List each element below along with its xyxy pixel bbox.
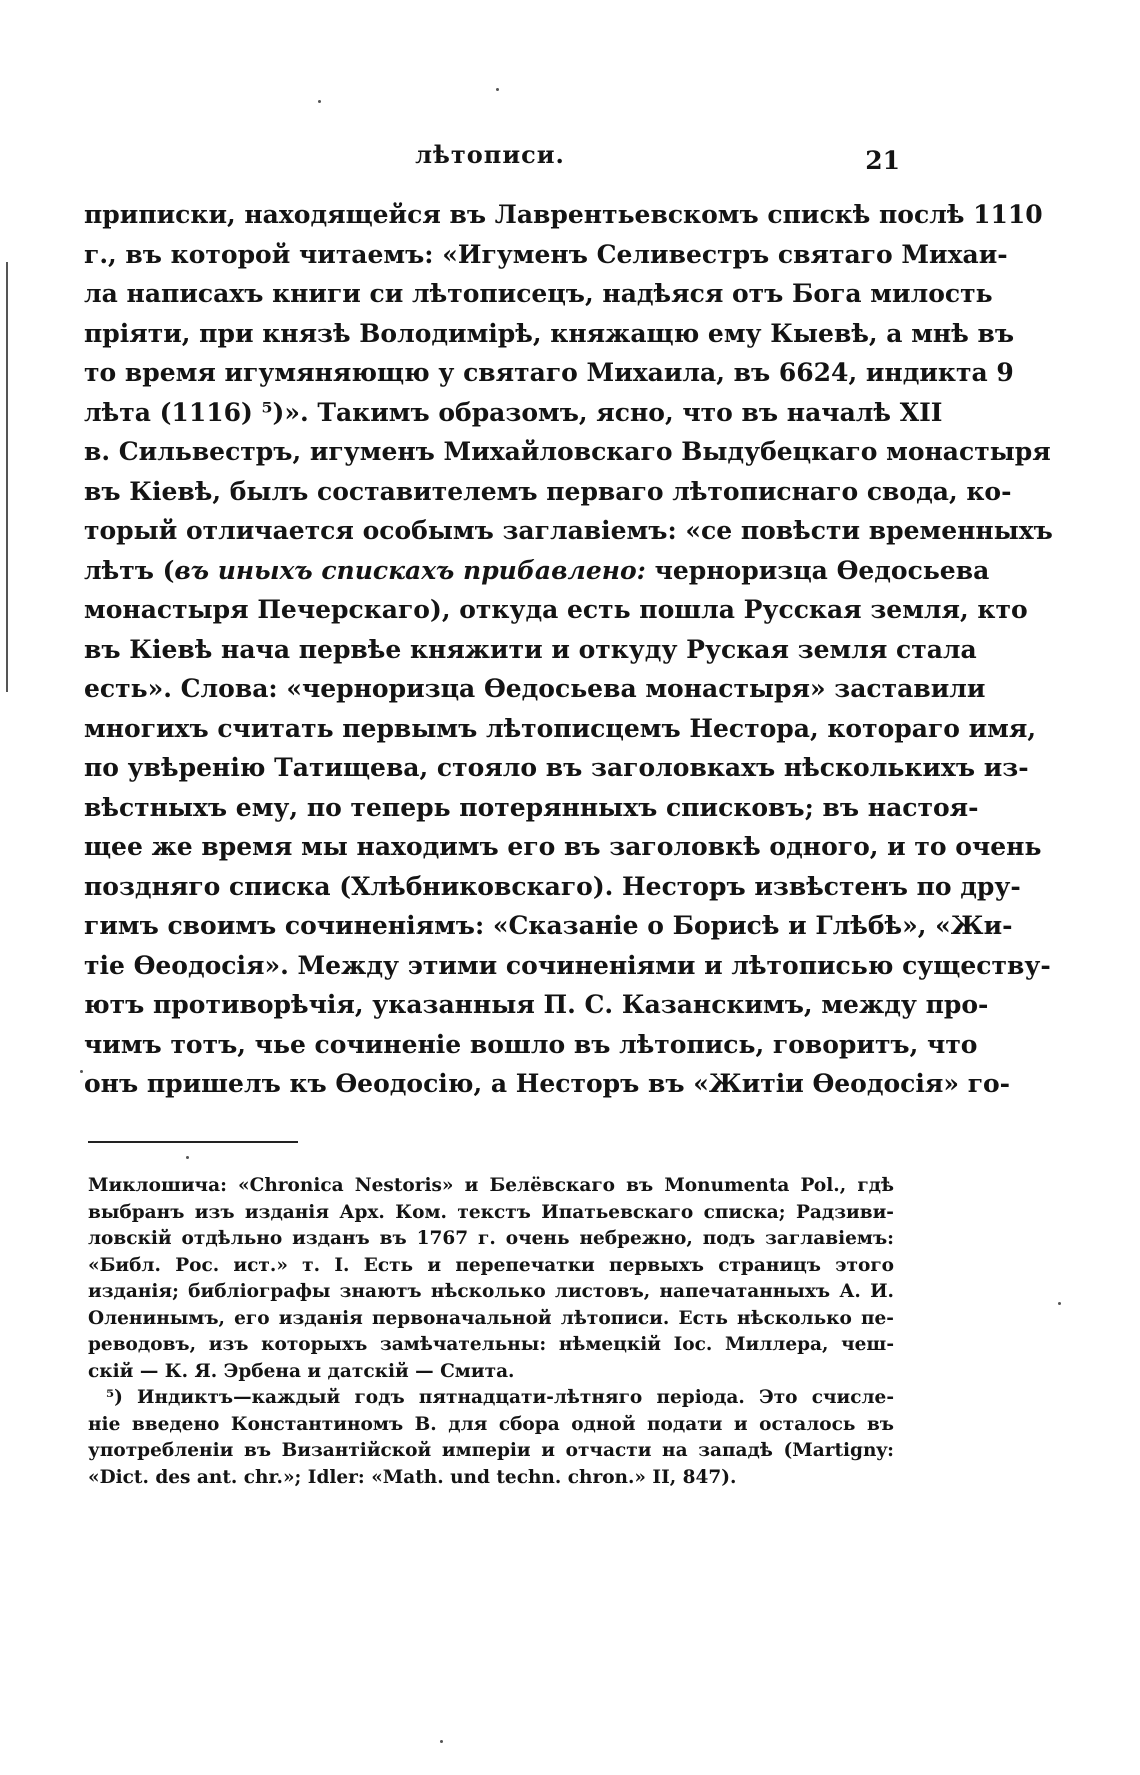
text-line: лѣта (1116) ⁵)». Такимъ образомъ, ясно, что въ началѣ XII <box>84 397 943 427</box>
footnote-line: Миклошича: «Chronica Nestoris» и Белёвскаго въ Monumenta Pol., гдѣ <box>88 1175 894 1196</box>
italic-phrase: въ иныхъ спискахъ прибавлено: <box>174 555 646 585</box>
footnote-line: «Библ. Рос. ист.» т. I. Есть и перепечатки первыхъ страницъ этого <box>88 1254 894 1276</box>
text-line-mixed <box>84 551 990 591</box>
text-line: гимъ своимъ сочиненіямъ: «Сказаніе о Борисѣ и Глѣбѣ», «Жи- <box>84 911 1013 940</box>
text-line: ютъ противорѣчія, указанныя П. С. Казанскимъ, между про- <box>84 990 989 1019</box>
scan-speck <box>318 100 321 103</box>
text-segment: лѣтъ ( <box>84 555 175 585</box>
text-line: в. Сильвестръ, игуменъ Михайловскаго Выдубецкаго монастыря <box>84 437 1051 466</box>
margin-scan-mark <box>6 262 8 692</box>
text-segment: черноризца Өедосьева <box>645 555 990 585</box>
text-line: поздняго списка (Хлѣбниковскаго). Несторъ извѣстенъ по дру- <box>84 871 1021 901</box>
text-line: торый отличается особымъ заглавіемъ: «се повѣсти временныхъ <box>84 516 1053 545</box>
footnote-5-line: ⁵) Индиктъ—каждый годъ пятнадцати-лѣтняго періода. Это счисле- <box>106 1387 894 1408</box>
text-line: вѣстныхъ ему, по теперь потерянныхъ списковъ; въ настоя- <box>84 792 979 822</box>
footnotes <box>88 1173 894 1491</box>
main-text <box>84 195 1053 1104</box>
text-line: щее же время мы находимъ его въ заголовкѣ одного, и то очень <box>84 832 1042 861</box>
text-line: чимъ тотъ, чье сочиненіе вошло въ лѣтопись, говоритъ, что <box>84 1029 978 1059</box>
scan-speck <box>440 1740 443 1743</box>
text-line: пріяти, при князѣ Володимірѣ, княжащю ему Кыевѣ, а мнѣ въ <box>84 318 1015 348</box>
page-header <box>80 140 900 180</box>
footnote-line: скій — К. Я. Эрбена и датскій — Смита. <box>88 1360 515 1382</box>
text-line: многихъ считать первымъ лѣтописцемъ Нестора, котораго имя, <box>84 713 1037 743</box>
footnote-line: Оленинымъ, его изданія первоначальной лѣтописи. Есть нѣсколько пе- <box>88 1307 894 1329</box>
text-line: по увѣренію Татищева, стояло въ заголовкахъ нѣсколькихъ из- <box>84 753 1029 782</box>
footnote-5-line: ніе введено Константиномъ В. для сбора одной подати и осталось въ <box>88 1413 894 1435</box>
scan-speck <box>80 1070 83 1073</box>
text-line: есть». Слова: «черноризца Өедосьева монастыря» заставили <box>84 674 986 703</box>
text-line: то время игумяняющю у святаго Михаила, въ 6624, индикта 9 <box>84 358 1014 387</box>
text-line: монастыря Печерскаго), откуда есть пошла Русская земля, кто <box>84 595 1028 624</box>
text-line: г., въ которой читаемъ: «Игуменъ Селивестръ святаго Михаи- <box>84 239 1008 269</box>
text-line: тіе Өеодосія». Между этими сочиненіями и лѣтописью существу- <box>84 950 1051 980</box>
scan-speck <box>496 88 499 91</box>
scan-speck <box>1058 1302 1061 1305</box>
footnote-line: выбранъ изъ изданія Арх. Ком. текстъ Ипатьевскаго списка; Радзиви- <box>88 1201 894 1223</box>
text-line: ла написахъ книги си лѣтописецъ, надѣяся отъ Бога милость <box>84 279 993 308</box>
footnote-5-line: «Dict. des ant. chr.»; Idler: «Math. und techn. chron.» II, 847). <box>88 1466 737 1488</box>
footnote-line: реводовъ, изъ которыхъ замѣчательны: нѣмецкій Іос. Миллера, чеш- <box>88 1334 894 1355</box>
text-line: въ Кіевѣ нача первѣе княжити и откуду Руская земля стала <box>84 634 977 664</box>
page-number: 21 <box>865 146 900 175</box>
footnote-separator <box>88 1141 298 1143</box>
footnote-5-line: употребленіи въ Византійской имперіи и отчасти на западѣ (Martigny: <box>88 1440 894 1461</box>
running-head: лѣтописи. <box>415 140 565 169</box>
footnote-line: ловскій отдѣльно изданъ въ 1767 г. очень небрежно, подъ заглавіемъ: <box>88 1228 894 1249</box>
text-line: приписки, находящейся въ Лаврентьевскомъ спискѣ послѣ 1110 <box>84 200 1043 229</box>
text-line: въ Кіевѣ, былъ составителемъ перваго лѣтописнаго свода, ко- <box>84 476 1012 506</box>
footnote-line: изданія; библіографы знаютъ нѣсколько листовъ, напечатанныхъ А. И. <box>88 1281 894 1302</box>
text-line: онъ пришелъ къ Өеодосію, а Несторъ въ «Житіи Өеодосія» го- <box>84 1069 1011 1098</box>
scan-speck <box>186 1156 189 1159</box>
